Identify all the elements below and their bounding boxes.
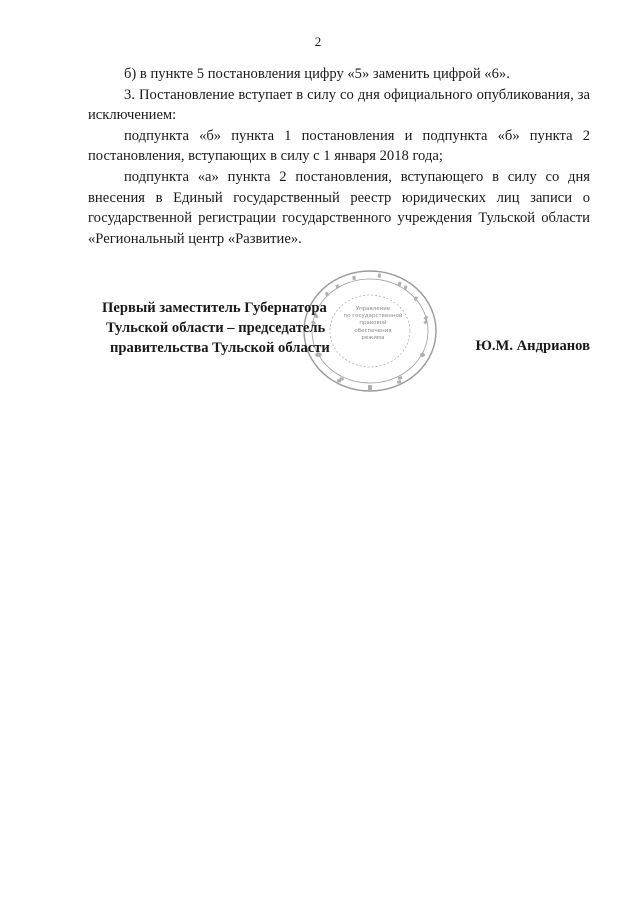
signatory-title-line: Тульской области – председатель [106,320,326,336]
stamp-text-line: обеспечения [354,327,392,334]
signatory-title-line: правительства Тульской области [110,340,330,356]
signatory-title [102,298,330,358]
paragraph-exception-b: подпункта «б» пункта 1 постановления и подпункта «б» пункта 2 постановления, вступающих в силу с 1 января 2018 года; [88,127,590,165]
page-number: 2 [314,34,322,49]
stamp-text-line: режима [361,334,385,341]
signatory-name: Ю.М. Андрианов [475,338,590,354]
paragraph-entry-into-force: 3. Постановление вступает в силу со дня официального опубликования, за исключением: [88,86,590,124]
document-body [88,64,590,249]
stamp-text-line: по государственной [343,313,403,320]
stamp-text-line: правовой [359,320,387,327]
stamp-text-line: Управление [355,306,391,312]
paragraph-amendment-b: б) в пункте 5 постановления цифру «5» заменить цифрой «6». [124,66,510,82]
signatory-title-line: Первый заместитель Губернатора [102,300,327,316]
paragraph-exception-a: подпункта «а» пункта 2 постановления, вступающего в силу со дня внесения в Единый государственный реестр юридических лиц записи о государственной регистрации государственного учреждения Тульской области «Региональный центр «Развитие». [88,168,590,247]
stamp-text [340,306,406,342]
